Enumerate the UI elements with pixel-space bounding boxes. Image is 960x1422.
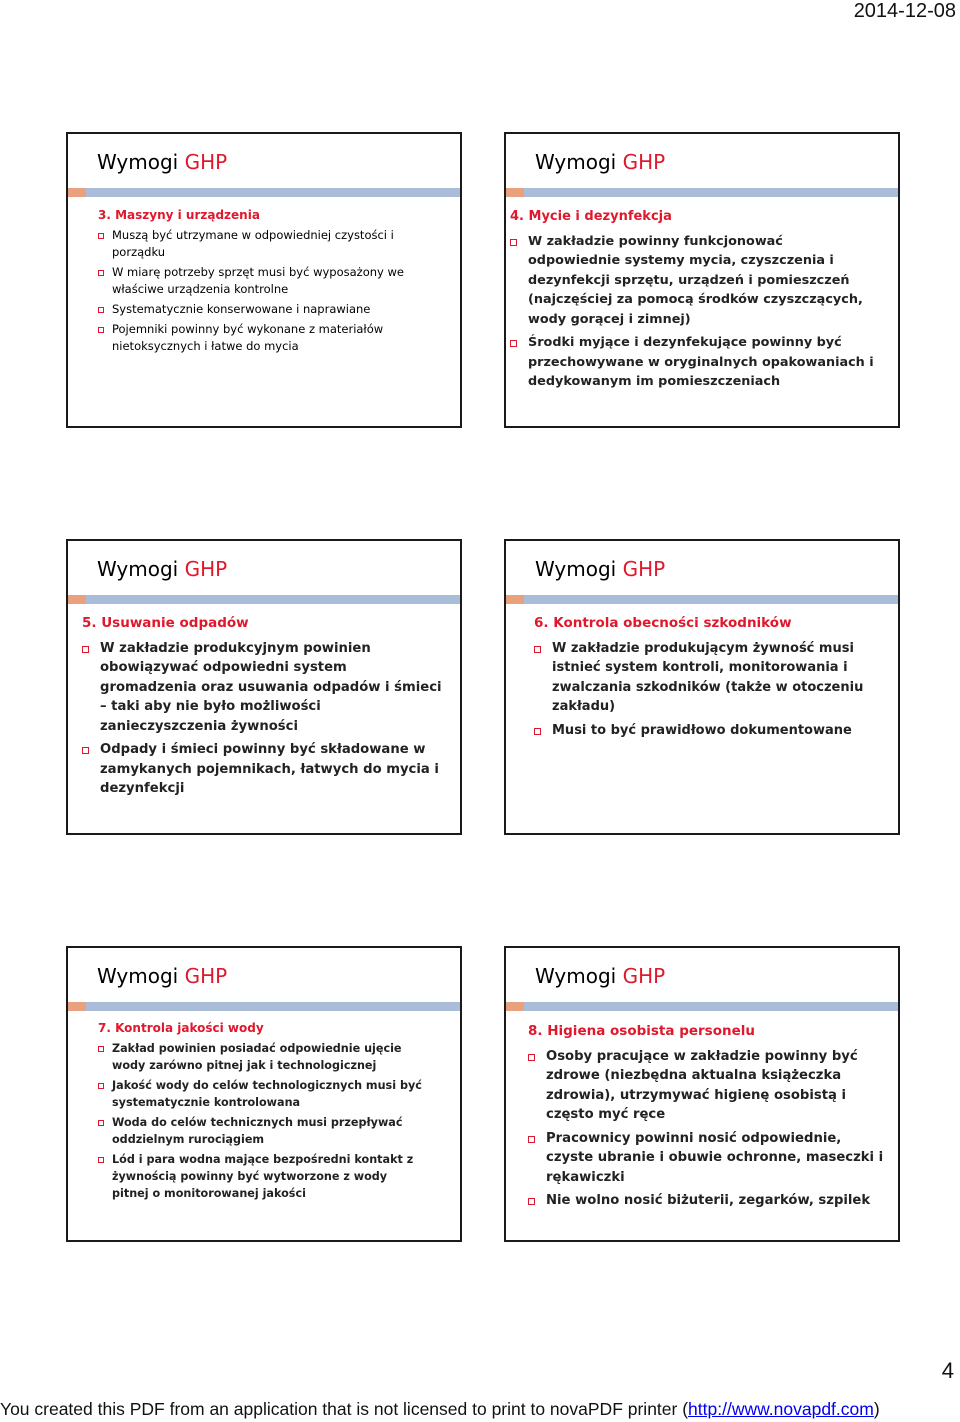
square-bullet-icon: [510, 340, 517, 347]
divider-accent-square: [68, 595, 86, 604]
slide-title: [535, 964, 665, 988]
square-bullet-icon: [98, 1157, 104, 1163]
license-footer: [0, 1399, 880, 1420]
slide-4-washing: [504, 132, 900, 428]
slide-title-accent: GHP: [622, 557, 666, 581]
list-item-text: Systematycznie konserwowane i naprawiane: [112, 302, 371, 316]
square-bullet-icon: [98, 307, 104, 313]
slide-7-water: [66, 946, 462, 1242]
slide-title-accent: GHP: [622, 150, 666, 174]
slide-title: [535, 150, 665, 174]
list-item: [510, 232, 876, 330]
novapdf-link[interactable]: http://www.novapdf.com: [688, 1399, 874, 1419]
list-item-text: Nie wolno nosić biżuterii, zegarków, szpilek: [546, 1193, 871, 1208]
divider-accent-square: [506, 595, 524, 604]
slide-heading: 4. Mycie i dezynfekcja: [510, 209, 672, 224]
page-number: 4: [941, 1358, 954, 1383]
title-divider-bar: [506, 188, 898, 197]
slide-title-accent: GHP: [184, 150, 228, 174]
slide-title-main: Wymogi: [97, 964, 179, 988]
square-bullet-icon: [82, 646, 89, 653]
list-item-text: Muszą być utrzymane w odpowiedniej czystości i porządku: [112, 228, 394, 259]
square-bullet-icon: [98, 1083, 104, 1089]
footer-text: You created this PDF from an application that is not licensed to print to novaPDF printer (: [0, 1399, 689, 1419]
slide-heading: 8. Higiena osobista personelu: [528, 1023, 755, 1039]
square-bullet-icon: [98, 1120, 104, 1126]
square-bullet-icon: [528, 1136, 535, 1143]
list-item-text: Musi to być prawidłowo dokumentowane: [552, 722, 852, 738]
square-bullet-icon: [98, 270, 104, 276]
divider-accent-square: [506, 1002, 524, 1011]
list-item: [98, 264, 414, 298]
slide-title: [97, 557, 227, 581]
slide-title-accent: GHP: [184, 964, 228, 988]
divider-accent-square: [68, 188, 86, 197]
title-divider-bar: [506, 595, 898, 604]
slide-body: [534, 614, 872, 744]
title-divider-bar: [68, 188, 460, 197]
divider-accent-square: [506, 188, 524, 197]
slide-8-hygiene: [504, 946, 900, 1242]
list-item-text: Jakość wody do celów technologicznych musi być systematycznie kontrolowana: [112, 1079, 422, 1109]
slide-body: [98, 1020, 424, 1205]
list-item: [82, 740, 444, 799]
slide-title: [535, 557, 665, 581]
list-item: [98, 1151, 424, 1202]
slide-title-accent: GHP: [184, 557, 228, 581]
list-item: [528, 1047, 884, 1125]
list-item-text: W zakładzie produkcyjnym powinien obowiązywać odpowiedni system gromadzenia oraz usuwania odpadów i śmieci – taki aby nie było możliwości zanieczyszczenia żywności: [100, 640, 442, 734]
list-item: [98, 301, 414, 318]
slide-body: [528, 1022, 884, 1215]
list-item-text: Zakład powinien posiadać odpowiednie ujęcie wody zarówno pitnej jak i technologicznej: [112, 1042, 402, 1072]
slide-heading: 7. Kontrola jakości wody: [98, 1021, 264, 1035]
list-item: [534, 721, 872, 741]
list-item: [534, 639, 872, 717]
square-bullet-icon: [98, 327, 104, 333]
square-bullet-icon: [534, 728, 541, 735]
slide-body: [98, 207, 414, 358]
list-item-text: W miarę potrzeby sprzęt musi być wyposażony we właściwe urządzenia kontrolne: [112, 265, 404, 296]
list-item-text: Środki myjące i dezynfekujące powinny być przechowywane w oryginalnych opakowaniach i dedykowanym im pomieszczeniach: [528, 335, 874, 389]
list-item: [98, 1114, 424, 1148]
slide-title-main: Wymogi: [535, 150, 617, 174]
slide-title: [97, 150, 227, 174]
square-bullet-icon: [98, 1046, 104, 1052]
slide-title-accent: GHP: [622, 964, 666, 988]
list-item-text: Woda do celów technicznych musi przepływać oddzielnym rurociągiem: [112, 1116, 403, 1146]
slide-title-main: Wymogi: [535, 557, 617, 581]
slide-title-main: Wymogi: [97, 557, 179, 581]
slide-body: [82, 614, 444, 803]
list-item-text: Pracownicy powinni nosić odpowiednie, czyste ubranie i obuwie ochronne, maseczki i rękawiczki: [546, 1130, 884, 1185]
slide-title: [97, 964, 227, 988]
list-item-text: Lód i para wodna mające bezpośredni kontakt z żywnością powinny być wytworzone z wody pitnej o monitorowanej jakości: [112, 1153, 414, 1200]
list-item-text: W zakładzie produkującym żywność musi istnieć system kontroli, monitorowania i zwalczania szkodników (także w otoczeniu zakładu): [552, 640, 864, 714]
list-item: [510, 333, 876, 392]
title-divider-bar: [506, 1002, 898, 1011]
list-item: [528, 1191, 884, 1211]
list-item: [82, 639, 444, 737]
list-item: [98, 227, 414, 261]
list-item: [98, 321, 414, 355]
slide-heading: 6. Kontrola obecności szkodników: [534, 615, 792, 631]
slide-3-machines: [66, 132, 462, 428]
square-bullet-icon: [510, 239, 517, 246]
square-bullet-icon: [98, 233, 104, 239]
title-divider-bar: [68, 1002, 460, 1011]
divider-accent-square: [68, 1002, 86, 1011]
square-bullet-icon: [528, 1054, 535, 1061]
slide-title-main: Wymogi: [97, 150, 179, 174]
slide-heading: 5. Usuwanie odpadów: [82, 615, 249, 631]
list-item: [98, 1077, 424, 1111]
list-item: [528, 1129, 884, 1188]
slide-5-waste: [66, 539, 462, 835]
list-item-text: Pojemniki powinny być wykonane z materiałów nietoksycznych i łatwe do mycia: [112, 322, 384, 353]
square-bullet-icon: [528, 1198, 535, 1205]
slide-title-main: Wymogi: [535, 964, 617, 988]
list-item-text: Odpady i śmieci powinny być składowane w zamykanych pojemnikach, łatwych do mycia i dezynfekcji: [100, 742, 439, 796]
list-item: [98, 1040, 424, 1074]
footer-close: ): [873, 1399, 880, 1419]
slide-6-pests: [504, 539, 900, 835]
title-divider-bar: [68, 595, 460, 604]
square-bullet-icon: [82, 747, 89, 754]
square-bullet-icon: [534, 646, 541, 653]
list-item-text: Osoby pracujące w zakładzie powinny być zdrowe (niezbędna aktualna książeczka zdrowia), utrzymywać higienę osobistą i często myć ręce: [546, 1048, 858, 1122]
print-date: 2014-12-08: [853, 0, 956, 22]
list-item-text: W zakładzie powinny funkcjonować odpowiednie systemy mycia, czyszczenia i dezynfekcji sprzętu, urządzeń i pomieszczeń (najczęściej za pomocą środków czyszczących, wody gorącej i zimnej): [528, 233, 863, 327]
slide-body: [510, 207, 876, 396]
slide-heading: 3. Maszyny i urządzenia: [98, 208, 260, 222]
